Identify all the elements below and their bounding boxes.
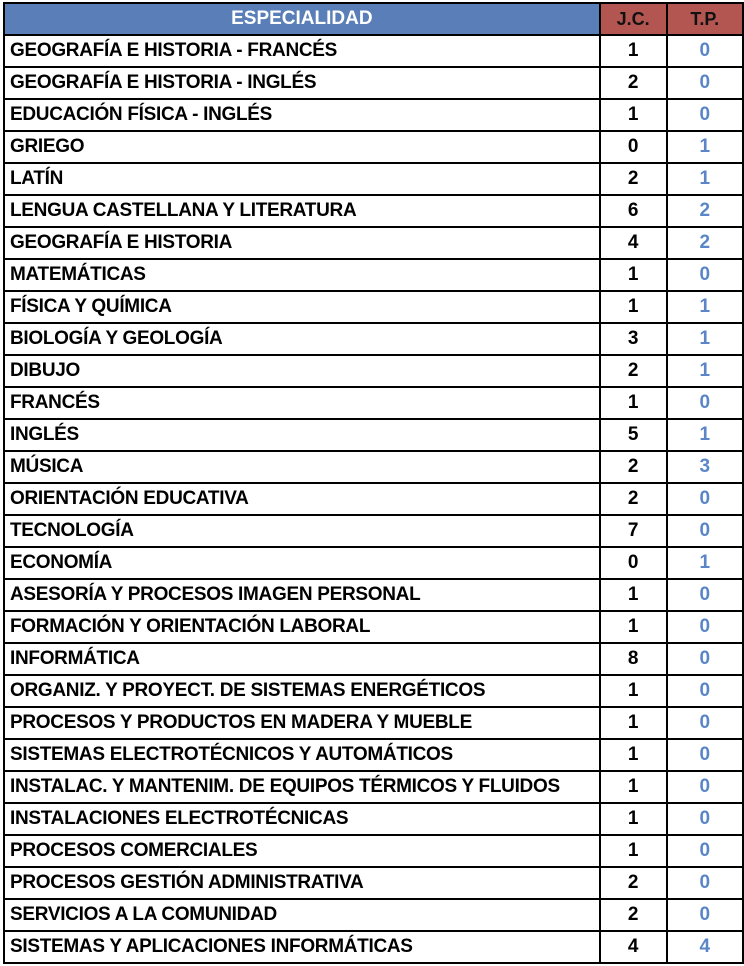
tp-cell[interactable]: 0 xyxy=(667,707,743,739)
tp-cell[interactable]: 1 xyxy=(667,547,743,579)
table-row xyxy=(4,867,743,899)
table-row xyxy=(4,547,743,579)
tp-cell[interactable]: 3 xyxy=(667,451,743,483)
table-row xyxy=(4,675,743,707)
tp-cell[interactable]: 0 xyxy=(667,483,743,515)
tp-cell[interactable]: 0 xyxy=(667,739,743,771)
name-cell[interactable]: FÍSICA Y QUÍMICA xyxy=(4,291,600,323)
tp-cell[interactable]: 0 xyxy=(667,867,743,899)
table-row xyxy=(4,899,743,931)
jc-cell[interactable]: 1 xyxy=(600,611,667,643)
jc-cell[interactable]: 1 xyxy=(600,99,667,131)
tp-cell[interactable]: 0 xyxy=(667,835,743,867)
jc-cell[interactable]: 2 xyxy=(600,67,667,99)
tp-cell[interactable]: 0 xyxy=(667,515,743,547)
tp-cell[interactable]: 0 xyxy=(667,611,743,643)
tp-cell[interactable]: 0 xyxy=(667,803,743,835)
name-cell[interactable]: ORGANIZ. Y PROYECT. DE SISTEMAS ENERGÉTICOS xyxy=(4,675,600,707)
tp-cell[interactable]: 0 xyxy=(667,643,743,675)
name-cell[interactable]: INFORMÁTICA xyxy=(4,643,600,675)
table-row xyxy=(4,931,743,963)
table-row xyxy=(4,579,743,611)
name-cell[interactable]: FRANCÉS xyxy=(4,387,600,419)
name-cell[interactable]: INSTALACIONES ELECTROTÉCNICAS xyxy=(4,803,600,835)
tp-cell[interactable]: 1 xyxy=(667,131,743,163)
name-cell[interactable]: DIBUJO xyxy=(4,355,600,387)
tp-cell[interactable]: 1 xyxy=(667,419,743,451)
table-row xyxy=(4,195,743,227)
tp-cell[interactable]: 1 xyxy=(667,323,743,355)
name-cell[interactable]: EDUCACIÓN FÍSICA - INGLÉS xyxy=(4,99,600,131)
jc-cell[interactable]: 1 xyxy=(600,675,667,707)
tp-cell[interactable]: 0 xyxy=(667,35,743,67)
especialidad-table xyxy=(3,2,744,964)
jc-cell[interactable]: 1 xyxy=(600,387,667,419)
jc-cell[interactable]: 1 xyxy=(600,259,667,291)
tp-cell[interactable]: 1 xyxy=(667,355,743,387)
header-especialidad[interactable]: ESPECIALIDAD xyxy=(4,3,600,35)
table-row xyxy=(4,387,743,419)
name-cell[interactable]: LENGUA CASTELLANA Y LITERATURA xyxy=(4,195,600,227)
jc-cell[interactable]: 1 xyxy=(600,291,667,323)
name-cell[interactable]: LATÍN xyxy=(4,163,600,195)
table-row xyxy=(4,451,743,483)
jc-cell[interactable]: 2 xyxy=(600,355,667,387)
name-cell[interactable]: PROCESOS COMERCIALES xyxy=(4,835,600,867)
name-cell[interactable]: ORIENTACIÓN EDUCATIVA xyxy=(4,483,600,515)
table-row xyxy=(4,259,743,291)
jc-cell[interactable]: 5 xyxy=(600,419,667,451)
jc-cell[interactable]: 0 xyxy=(600,131,667,163)
jc-cell[interactable]: 2 xyxy=(600,163,667,195)
table-body xyxy=(4,35,743,963)
name-cell[interactable]: INGLÉS xyxy=(4,419,600,451)
name-cell[interactable]: ECONOMÍA xyxy=(4,547,600,579)
jc-cell[interactable]: 2 xyxy=(600,899,667,931)
name-cell[interactable]: MATEMÁTICAS xyxy=(4,259,600,291)
name-cell[interactable]: GRIEGO xyxy=(4,131,600,163)
jc-cell[interactable]: 7 xyxy=(600,515,667,547)
tp-cell[interactable]: 4 xyxy=(667,931,743,963)
table-row xyxy=(4,419,743,451)
header-tp[interactable]: T.P. xyxy=(667,3,743,35)
tp-cell[interactable]: 1 xyxy=(667,291,743,323)
table-row xyxy=(4,515,743,547)
header-jc[interactable]: J.C. xyxy=(600,3,667,35)
name-cell[interactable]: GEOGRAFÍA E HISTORIA xyxy=(4,227,600,259)
header-row xyxy=(4,3,743,35)
tp-cell[interactable]: 1 xyxy=(667,163,743,195)
table-row xyxy=(4,131,743,163)
tp-cell[interactable]: 0 xyxy=(667,99,743,131)
table-row xyxy=(4,355,743,387)
name-cell[interactable]: TECNOLOGÍA xyxy=(4,515,600,547)
table-row xyxy=(4,803,743,835)
name-cell[interactable]: PROCESOS Y PRODUCTOS EN MADERA Y MUEBLE xyxy=(4,707,600,739)
tp-cell[interactable]: 0 xyxy=(667,675,743,707)
table-row xyxy=(4,35,743,67)
jc-cell[interactable]: 2 xyxy=(600,451,667,483)
jc-cell[interactable]: 1 xyxy=(600,707,667,739)
tp-cell[interactable]: 0 xyxy=(667,771,743,803)
jc-cell[interactable]: 2 xyxy=(600,483,667,515)
name-cell[interactable]: SISTEMAS ELECTROTÉCNICOS Y AUTOMÁTICOS xyxy=(4,739,600,771)
name-cell[interactable]: SERVICIOS A LA COMUNIDAD xyxy=(4,899,600,931)
name-cell[interactable]: PROCESOS GESTIÓN ADMINISTRATIVA xyxy=(4,867,600,899)
jc-cell[interactable]: 4 xyxy=(600,931,667,963)
jc-cell[interactable]: 1 xyxy=(600,771,667,803)
name-cell[interactable]: ASESORÍA Y PROCESOS IMAGEN PERSONAL xyxy=(4,579,600,611)
jc-cell[interactable]: 1 xyxy=(600,739,667,771)
name-cell[interactable]: BIOLOGÍA Y GEOLOGÍA xyxy=(4,323,600,355)
tp-cell[interactable]: 0 xyxy=(667,67,743,99)
jc-cell[interactable]: 1 xyxy=(600,803,667,835)
name-cell[interactable]: GEOGRAFÍA E HISTORIA - INGLÉS xyxy=(4,67,600,99)
jc-cell[interactable]: 3 xyxy=(600,323,667,355)
table-row xyxy=(4,739,743,771)
name-cell[interactable]: INSTALAC. Y MANTENIM. DE EQUIPOS TÉRMICOS Y FLUIDOS xyxy=(4,771,600,803)
tp-cell[interactable]: 0 xyxy=(667,387,743,419)
table-row xyxy=(4,483,743,515)
table-row xyxy=(4,163,743,195)
table-row xyxy=(4,99,743,131)
table-row xyxy=(4,707,743,739)
table-row xyxy=(4,67,743,99)
name-cell[interactable]: GEOGRAFÍA E HISTORIA - FRANCÉS xyxy=(4,35,600,67)
name-cell[interactable]: MÚSICA xyxy=(4,451,600,483)
table-row xyxy=(4,291,743,323)
jc-cell[interactable]: 2 xyxy=(600,867,667,899)
tp-cell[interactable]: 0 xyxy=(667,579,743,611)
jc-cell[interactable]: 1 xyxy=(600,35,667,67)
jc-cell[interactable]: 6 xyxy=(600,195,667,227)
table-row xyxy=(4,227,743,259)
jc-cell[interactable]: 8 xyxy=(600,643,667,675)
table-row xyxy=(4,835,743,867)
tp-cell[interactable]: 0 xyxy=(667,899,743,931)
jc-cell[interactable]: 1 xyxy=(600,579,667,611)
table-row xyxy=(4,643,743,675)
jc-cell[interactable]: 1 xyxy=(600,835,667,867)
jc-cell[interactable]: 0 xyxy=(600,547,667,579)
tp-cell[interactable]: 2 xyxy=(667,195,743,227)
tp-cell[interactable]: 0 xyxy=(667,259,743,291)
table-row xyxy=(4,771,743,803)
jc-cell[interactable]: 4 xyxy=(600,227,667,259)
name-cell[interactable]: SISTEMAS Y APLICACIONES INFORMÁTICAS xyxy=(4,931,600,963)
table-row xyxy=(4,323,743,355)
name-cell[interactable]: FORMACIÓN Y ORIENTACIÓN LABORAL xyxy=(4,611,600,643)
table-row xyxy=(4,611,743,643)
tp-cell[interactable]: 2 xyxy=(667,227,743,259)
